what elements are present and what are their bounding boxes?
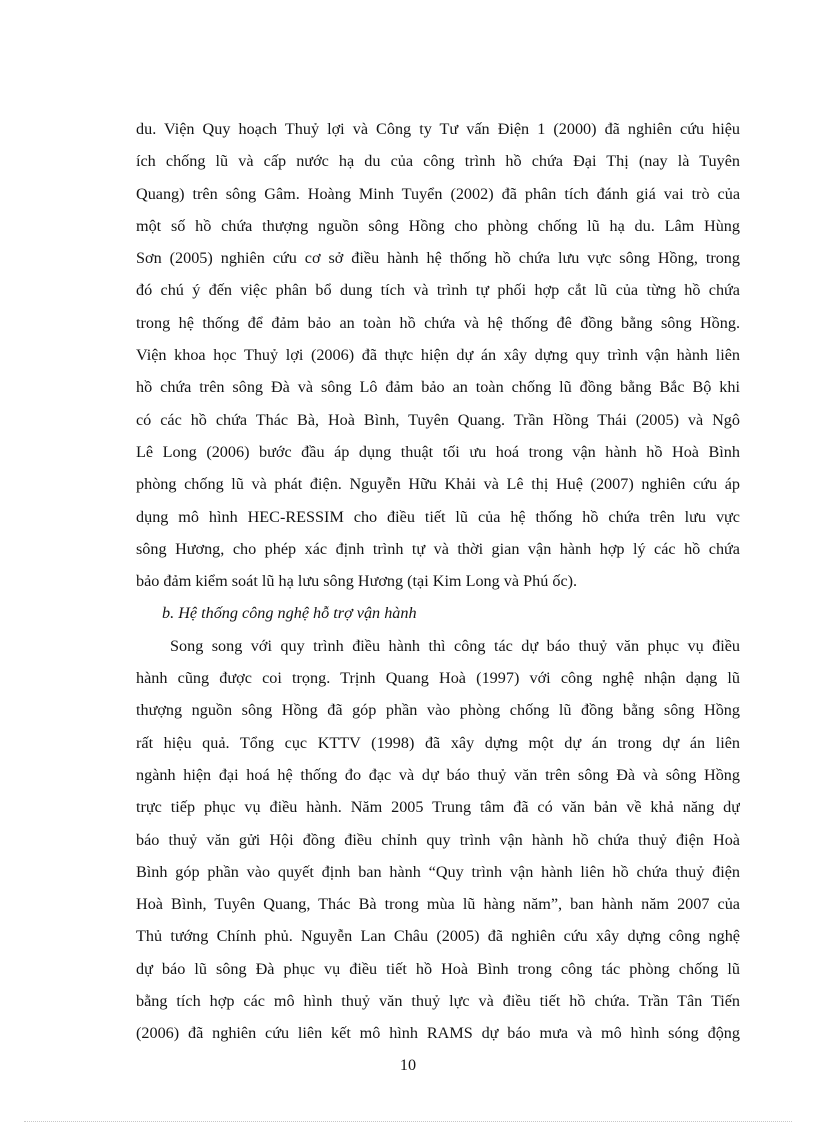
paragraph-line: trong hệ thống để đảm bảo an toàn hồ chứa và hệ thống đê đồng bằng sông Hồng. <box>136 313 740 332</box>
page-bottom-divider <box>24 1121 792 1122</box>
paragraph-line: trực tiếp phục vụ điều hành. Năm 2005 Trung tâm đã có văn bản về khả năng dự <box>136 798 740 817</box>
paragraph-line: bằng tích hợp các mô hình thuỷ văn thuỷ lực và điều tiết hồ chứa. Trần Tân Tiến <box>136 992 740 1011</box>
paragraph-line: sông Hương, cho phép xác định trình tự và thời gian vận hành hợp lý các hồ chứa <box>136 539 740 558</box>
paragraph-line: Hoà Bình, Tuyên Quang, Thác Bà trong mùa lũ hàng năm”, ban hành năm 2007 của <box>136 895 740 914</box>
paragraph-line: Quang) trên sông Gâm. Hoàng Minh Tuyển (2002) đã phân tích đánh giá vai trò của <box>136 184 740 203</box>
paragraph-line: du. Viện Quy hoạch Thuỷ lợi và Công ty Tư vấn Điện 1 (2000) đã nghiên cứu hiệu <box>136 120 740 138</box>
paragraph-line: dự báo lũ sông Đà phục vụ điều tiết hồ Hoà Bình trong công tác phòng chống lũ <box>136 959 740 978</box>
paragraph-line: Sơn (2005) nghiên cứu cơ sở điều hành hệ thống hồ chứa lưu vực sông Hồng, trong <box>136 249 740 268</box>
paragraph-line: rất hiệu quả. Tổng cục KTTV (1998) đã xây dựng một dự án trong dự án liên <box>136 733 740 752</box>
paragraph-line: hồ chứa trên sông Đà và sông Lô đảm bảo an toàn chống lũ đồng bằng Bắc Bộ khi <box>136 378 740 397</box>
page-number: 10 <box>399 1056 417 1074</box>
paragraph-line: đó chú ý đến việc phân bổ dung tích và trình tự phối hợp cắt lũ của từng hồ chứa <box>136 281 740 300</box>
paragraph-line: có các hồ chứa Thác Bà, Hoà Bình, Tuyên Quang. Trần Hồng Thái (2005) và Ngô <box>136 410 740 429</box>
paragraph-line: báo thuỷ văn gửi Hội đồng điều chỉnh quy trình vận hành hồ chứa thuỷ điện Hoà <box>136 830 740 849</box>
paragraph-line: Song song với quy trình điều hành thì công tác dự báo thuỷ văn phục vụ điều <box>170 636 740 655</box>
paragraph-line: (2006) đã nghiên cứu liên kết mô hình RAMS dự báo mưa và mô hình sóng động <box>136 1024 740 1043</box>
paragraph-line: ích chống lũ và cấp nước hạ du của công trình hồ chứa Đại Thị (nay là Tuyên <box>136 152 740 171</box>
body-text <box>136 113 740 1050</box>
paragraph-line: hành cũng được coi trọng. Trịnh Quang Hoà (1997) với công nghệ nhận dạng lũ <box>136 669 740 688</box>
section-heading: b. Hệ thống công nghệ hỗ trợ vận hành <box>162 604 417 623</box>
paragraph-line: dụng mô hình HEC-RESSIM cho điều tiết lũ của hệ thống hồ chứa trên lưu vực <box>136 507 740 526</box>
paragraph-line: bảo đảm kiểm soát lũ hạ lưu sông Hương (tại Kim Long và Phú ốc). <box>136 572 578 591</box>
paragraph-line: Bình góp phần vào quyết định ban hành “Quy trình vận hành liên hồ chứa thuỷ điện <box>136 862 740 881</box>
paragraph-line: Viện khoa học Thuỷ lợi (2006) đã thực hiện dự án xây dựng quy trình vận hành liên <box>136 346 740 365</box>
paragraph-line: Thủ tướng Chính phủ. Nguyễn Lan Châu (2005) đã nghiên cứu xây dựng công nghệ <box>136 927 740 946</box>
paragraph-line: ngành hiện đại hoá hệ thống đo đạc và dự báo thuỷ văn trên sông Đà và sông Hồng <box>136 765 740 784</box>
paragraph-line: một số hồ chứa thượng nguồn sông Hồng cho phòng chống lũ hạ du. Lâm Hùng <box>136 216 740 235</box>
paragraph-line: Lê Long (2006) bước đầu áp dụng thuật tối ưu hoá trong vận hành hồ Hoà Bình <box>136 442 740 461</box>
paragraph-line: phòng chống lũ và phát điện. Nguyễn Hữu Khải và Lê thị Huệ (2007) nghiên cứu áp <box>136 475 740 494</box>
paragraph-line: thượng nguồn sông Hồng đã góp phần vào phòng chống lũ đồng bằng sông Hồng <box>136 701 740 720</box>
